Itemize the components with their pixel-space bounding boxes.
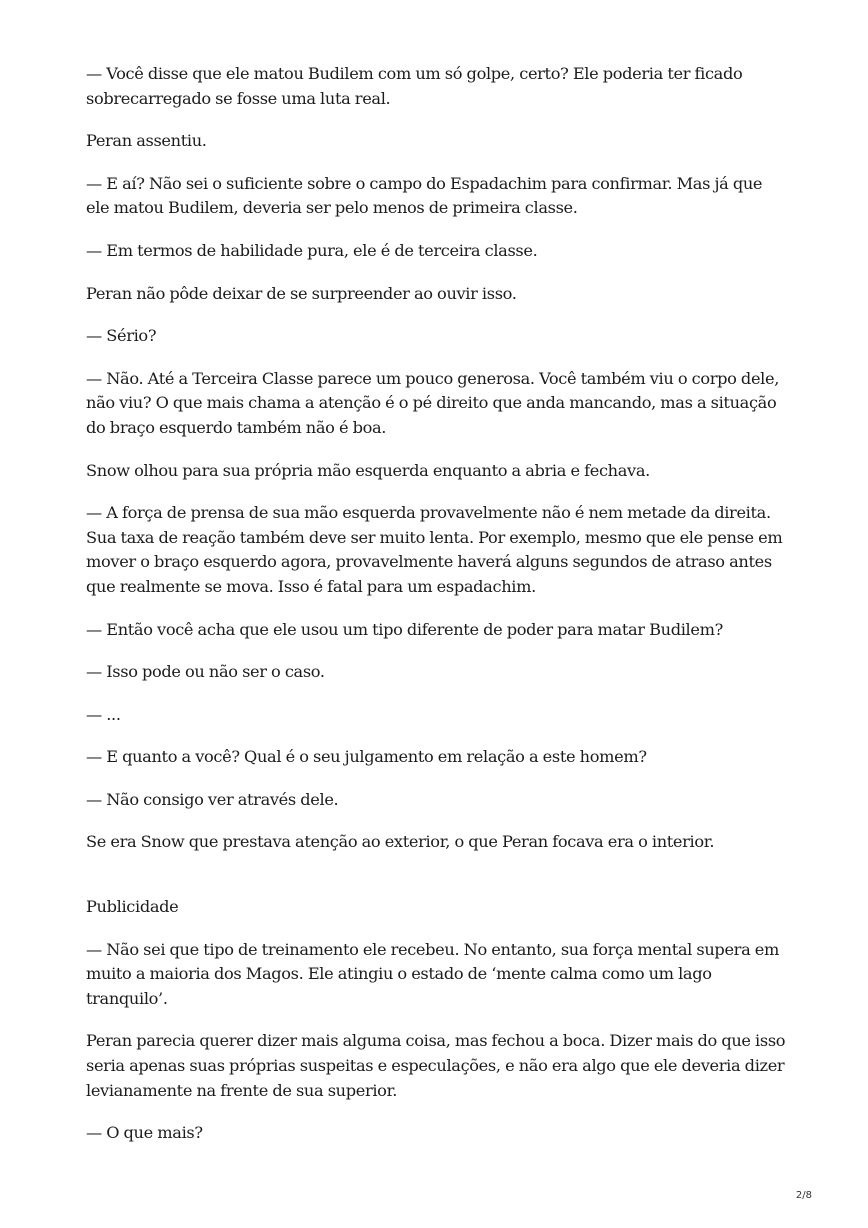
- paragraph: — Sério?: [86, 326, 157, 346]
- paragraph: — Não sei que tipo de treinamento ele recebeu. No entanto, sua força mental supera em muito a maioria dos Magos. Ele atingiu o estado de ‘mente calma como um lago tranquilo’.: [86, 939, 779, 1008]
- paragraph: — Então você acha que ele usou um tipo diferente de poder para matar Budilem?: [86, 619, 723, 639]
- paragraph: — O que mais?: [86, 1123, 203, 1143]
- paragraph: Peran não pôde deixar de se surpreender ao ouvir isso.: [86, 283, 517, 303]
- paragraph: — E aí? Não sei o suficiente sobre o campo do Espadachim para confirmar. Mas já que ele matou Budilem, deveria ser pelo menos de primeira classe.: [86, 173, 763, 218]
- paragraph: Peran parecia querer dizer mais alguma coisa, mas fechou a boca. Dizer mais do que isso seria apenas suas próprias suspeitas e especulações, e não era algo que ele deveria dizer levianamente na frente de sua superior.: [86, 1031, 786, 1100]
- paragraph: — E quanto a você? Qual é o seu julgamento em relação a este homem?: [86, 747, 647, 767]
- paragraph: — Você disse que ele matou Budilem com um só golpe, certo? Ele poderia ter ficado sobrecarregado se fosse uma luta real.: [86, 64, 743, 108]
- paragraph: — Em termos de habilidade pura, ele é de terceira classe.: [86, 240, 538, 260]
- paragraph: Snow olhou para sua própria mão esquerda enquanto a abria e fechava.: [86, 460, 650, 480]
- paragraph: — Isso pode ou não ser o caso.: [86, 662, 325, 682]
- document-body: [86, 62, 786, 1164]
- paragraph: Peran assentiu.: [86, 131, 207, 151]
- advertisement-label: Publicidade: [86, 897, 179, 917]
- paragraph: — ...: [86, 704, 121, 724]
- page-number: 2/8: [795, 1190, 812, 1201]
- paragraph: — Não consigo ver através dele.: [86, 789, 339, 809]
- paragraph: Se era Snow que prestava atenção ao exterior, o que Peran focava era o interior.: [86, 832, 715, 852]
- paragraph: — Não. Até a Terceira Classe parece um pouco generosa. Você também viu o corpo dele, não viu? O que mais chama a atenção é o pé direito que anda mancando, mas a situação do braço esquerdo também não é boa.: [86, 368, 780, 437]
- paragraph: — A força de prensa de sua mão esquerda provavelmente não é nem metade da direita. Sua taxa de reação também deve ser muito lenta. Por exemplo, mesmo que ele pense em mover o braço esquerdo agora, provavelmente haverá alguns segundos de atraso antes que realmente se mova. Isso é fatal para um espadachim.: [86, 503, 783, 596]
